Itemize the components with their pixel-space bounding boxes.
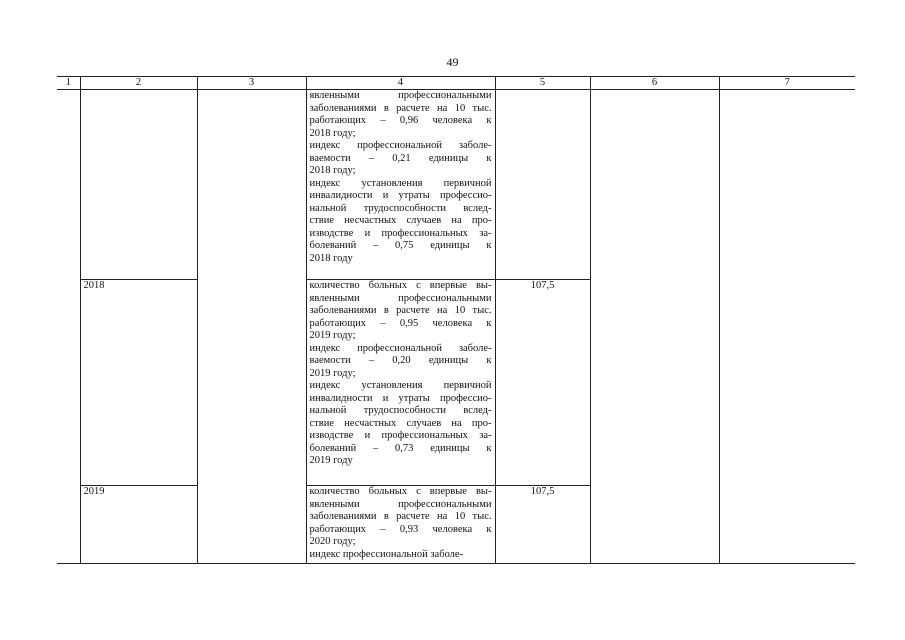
cell-year: 2019	[80, 486, 197, 564]
column-number-3: 3	[197, 77, 306, 90]
cell-col1	[57, 90, 80, 564]
indicator-text-line: количество больных с впервые вы-	[309, 486, 492, 497]
indicator-text-line: индекс профессиональной заболе-	[309, 342, 492, 354]
indicator-text-line: нальной трудоспособности вслед-	[309, 405, 492, 416]
column-number-7: 7	[719, 77, 855, 90]
column-number-5: 5	[495, 77, 590, 90]
indicator-text-line: явленными профессиональными	[309, 90, 492, 101]
indicator-text-line: инвалидности и утраты профессио-	[309, 190, 492, 201]
indicator-text-line: работающих – 0,93 человека к	[309, 523, 492, 535]
indicator-text-line: количество больных с впервые вы-	[309, 280, 492, 291]
page-number: 49	[446, 55, 459, 69]
indicator-text-line: 2020 году;	[309, 536, 356, 547]
indicator-text-line: нальной трудоспособности вслед-	[309, 202, 492, 214]
indicator-text-line: заболеваниями в расчете на 10 тыс.	[309, 511, 492, 522]
cell-value	[495, 90, 590, 280]
indicator-text-line: заболеваниями в расчете на 10 тыс.	[309, 305, 492, 316]
cell-value: 107,5	[495, 486, 590, 564]
column-number-6: 6	[590, 77, 719, 90]
indicator-text-line: заболеваниями в расчете на 10 тыс.	[309, 102, 492, 114]
cell-col7	[719, 90, 855, 564]
column-number-row	[57, 77, 855, 90]
indicator-text-line: болеваний – 0,73 единицы к	[309, 442, 492, 454]
cell-indicators	[306, 486, 495, 564]
column-number-1: 1	[57, 77, 80, 90]
indicator-text-line: явленными профессиональными	[309, 498, 492, 510]
column-number-2: 2	[80, 77, 197, 90]
table-row	[57, 90, 855, 280]
indicator-text-line: болеваний – 0,75 единицы к	[309, 240, 492, 251]
cell-indicators	[306, 90, 495, 280]
indicator-text-line: индекс профессиональной заболе-	[309, 548, 464, 560]
indicator-text-line: инвалидности и утраты профессио-	[309, 392, 492, 404]
indicator-text-line: 2019 году	[309, 455, 353, 466]
indicator-text-line: индекс установления первичной	[309, 177, 492, 189]
cell-indicators	[306, 280, 495, 486]
cell-value: 107,5	[495, 280, 590, 486]
indicator-text-line: изводстве и профессиональных за-	[309, 430, 492, 441]
indicator-text-line: работающих – 0,95 человека к	[309, 317, 492, 329]
cell-col6	[590, 90, 719, 564]
indicators-table	[57, 76, 855, 564]
cell-col3	[197, 90, 306, 564]
cell-year: 2018	[80, 280, 197, 486]
indicator-text-line: 2019 году;	[309, 367, 356, 379]
indicator-text-line: работающих – 0,96 человека к	[309, 115, 492, 126]
indicator-text-line: 2018 году;	[309, 127, 356, 139]
column-number-4: 4	[306, 77, 495, 90]
cell-year	[80, 90, 197, 280]
indicator-text-line: 2018 году;	[309, 165, 356, 176]
indicator-text-line: ваемости – 0,20 единицы к	[309, 355, 492, 366]
indicator-text-line: индекс профессиональной заболе-	[309, 140, 492, 151]
indicator-text-line: изводстве и профессиональных за-	[309, 227, 492, 239]
indicator-text-line: ствие несчастных случаев на про-	[309, 417, 492, 429]
indicator-text-line: ствие несчастных случаев на про-	[309, 215, 492, 226]
indicator-text-line: ваемости – 0,21 единицы к	[309, 152, 492, 164]
indicator-text-line: 2019 году;	[309, 330, 356, 341]
indicator-text-line: явленными профессиональными	[309, 292, 492, 304]
indicator-text-line: индекс установления первичной	[309, 380, 492, 391]
indicator-text-line: 2018 году	[309, 252, 353, 264]
